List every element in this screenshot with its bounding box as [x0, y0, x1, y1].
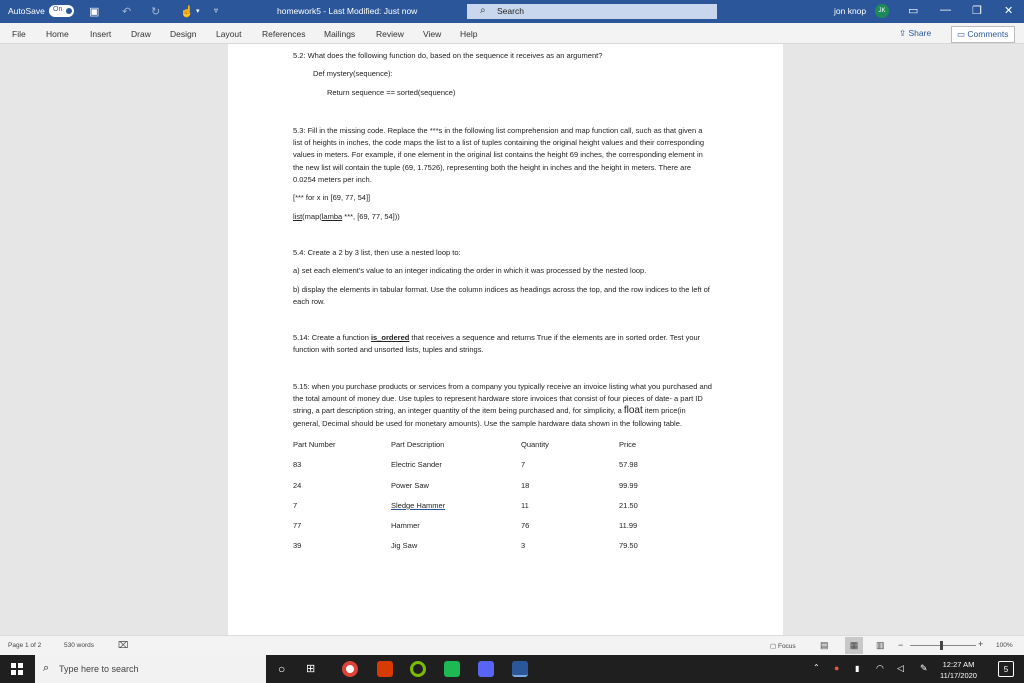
q515-a: 5.15: when you purchase products or services from a company you typically receive an invoice listing what you purchased and the total amount of money due. Use tuples to represent hardware store invoices that consist of four pieces of date- a part ID string, a part description string, an integer quantity of the item being purchased and, for simplicity, a — [293, 381, 712, 416]
tab-mailings[interactable]: Mailings — [324, 29, 356, 39]
customize-toolbar-icon[interactable]: ▿ — [214, 6, 219, 15]
discord-icon[interactable] — [478, 661, 494, 677]
volume-icon[interactable]: ◁ — [897, 663, 904, 673]
table-header: Part Description — [391, 439, 445, 449]
q515-text — [293, 381, 713, 430]
q54-title: 5.4: Create a 2 by 3 list, then use a nested loop to: — [293, 247, 461, 257]
table-row — [293, 537, 673, 557]
wifi-icon[interactable]: ◠ — [876, 663, 884, 673]
table-cell: 11 — [521, 500, 529, 510]
table-cell: 21.50 — [619, 500, 638, 510]
comment-icon: ▭ — [957, 29, 966, 39]
zoom-level[interactable]: 100% — [996, 642, 1013, 649]
close-icon[interactable]: ✕ — [1004, 5, 1014, 17]
web-layout-icon[interactable]: ▥ — [876, 640, 885, 650]
table-header: Price — [619, 439, 637, 449]
table-cell: 39 — [293, 541, 302, 551]
tab-references[interactable]: References — [262, 29, 306, 39]
table-cell: 83 — [293, 460, 302, 470]
proofing-icon[interactable]: ⌧ — [118, 640, 129, 650]
pen-icon[interactable]: ✎ — [920, 663, 928, 673]
ribbon-display-icon[interactable]: ▭ — [908, 5, 919, 17]
table-row — [293, 517, 673, 537]
taskbar — [0, 655, 1024, 683]
table-cell: 77 — [293, 521, 302, 531]
title-bar — [0, 0, 1024, 23]
document-canvas[interactable] — [0, 44, 1024, 635]
tab-insert[interactable]: Insert — [90, 29, 112, 39]
autosave-toggle[interactable]: On — [49, 5, 74, 17]
q514-function-name: is_ordered — [370, 333, 410, 343]
q53-code2-lamba: lamba — [321, 211, 343, 221]
user-name[interactable]: jon knop — [834, 6, 867, 16]
word-icon[interactable] — [512, 661, 528, 677]
table-cell: 3 — [521, 541, 526, 551]
restore-icon[interactable]: ❐ — [972, 5, 982, 17]
chevron-up-icon[interactable]: ⌃ — [813, 663, 820, 672]
share-icon: ⇪ — [899, 28, 907, 38]
table-cell: 57.98 — [619, 460, 638, 470]
search-box[interactable] — [467, 4, 717, 19]
cortana-icon[interactable]: ○ — [278, 662, 286, 676]
focus-icon: ▢ — [770, 643, 777, 650]
q54-part-a: a) set each element's value to an integer indicating the order in which it was processed by the nested loop. — [293, 266, 647, 276]
chevron-down-icon[interactable]: ▾ — [196, 8, 200, 15]
zoom-slider[interactable] — [910, 645, 976, 646]
battery-icon[interactable]: ▮ — [855, 664, 860, 673]
search-placeholder: Search — [497, 6, 524, 16]
q54-part-b: b) display the elements in tabular format. Use the column indices as headings across the top, and the row indices to the left of each row. — [293, 284, 710, 306]
touch-mode-icon[interactable]: ☝ — [180, 6, 194, 18]
clock-date: 11/17/2020 — [940, 671, 977, 680]
q53-code2-map: (map( — [302, 211, 322, 221]
q52-code-line1: Def mystery(sequence): — [313, 69, 393, 79]
table-cell: Sledge Hammer — [391, 500, 446, 510]
tab-draw[interactable]: Draw — [131, 29, 151, 39]
print-layout-icon[interactable]: ▦ — [845, 637, 863, 654]
table-cell: 24 — [293, 480, 302, 490]
document-title[interactable]: homework5 - Last Modified: Just now — [277, 6, 418, 16]
tab-layout[interactable]: Layout — [216, 29, 242, 39]
tab-view[interactable]: View — [423, 29, 442, 39]
hardware-table — [293, 436, 673, 558]
table-header-row — [293, 436, 673, 456]
table-cell: 7 — [293, 500, 298, 510]
table-cell: 11.99 — [619, 521, 638, 531]
comments-button[interactable] — [951, 26, 1015, 43]
zoom-slider-handle[interactable] — [940, 641, 943, 650]
table-row — [293, 497, 673, 517]
app-ring-icon[interactable] — [410, 661, 426, 677]
q53-code2-rest: ***, [69, 77, 54])) — [342, 211, 400, 221]
tab-file[interactable]: File — [12, 29, 26, 39]
q514-text — [293, 332, 713, 357]
ribbon-tabs — [0, 23, 1024, 44]
read-mode-icon[interactable]: ▤ — [820, 640, 829, 650]
tab-help[interactable]: Help — [460, 29, 478, 39]
q515-float: float — [623, 405, 643, 417]
table-row — [293, 477, 673, 497]
table-cell: 7 — [521, 460, 526, 470]
q514-a: 5.14: Create a function — [293, 333, 371, 343]
minimize-icon[interactable]: — — [940, 4, 951, 16]
table-row — [293, 456, 673, 476]
q514-c: that receives a sequence and returns True if the elements are in sorted order. Test your function with sorted and unsorted lists, tuples and strings. — [293, 333, 701, 355]
q53-text: 5.3: Fill in the missing code. Replace the ***s in the following list comprehension and map function call, such as that given a list of heights in inches, the code maps the list to a list of tuples containing the original height values and their corresponding values in meters. For example, if one element in the original list contains the height 69 inches, the corresponding element in the new list will contain the tuple (69, 1.7526), representing both the height in inches and the height in meters. There are 0.0254 meters per inch. — [293, 125, 705, 185]
comments-label: Comments — [967, 29, 1009, 39]
table-cell: Power Saw — [391, 480, 429, 490]
clock[interactable] — [940, 659, 977, 681]
redo-icon[interactable]: ↻ — [151, 6, 161, 18]
page-count[interactable]: Page 1 of 2 — [8, 642, 42, 649]
share-button[interactable] — [899, 28, 931, 39]
q515-c: item price(in general, Decimal should be used for monetary amounts). Use the sample hardware data shown in the following table. — [293, 406, 686, 428]
status-bar — [0, 635, 1024, 655]
table-cell: Hammer — [391, 521, 420, 531]
zoom-in-icon[interactable]: + — [978, 639, 984, 649]
table-header: Quantity — [521, 439, 549, 449]
tab-home[interactable]: Home — [46, 29, 69, 39]
share-label: Share — [908, 28, 932, 38]
undo-icon[interactable]: ↶ — [122, 6, 132, 18]
save-icon[interactable]: ▣ — [89, 6, 100, 18]
q53-code2-list: list — [293, 211, 303, 221]
zoom-out-icon[interactable]: − — [898, 640, 904, 650]
table-cell: 76 — [521, 521, 530, 531]
table-header: Part Number — [293, 439, 336, 449]
table-cell: 79.50 — [619, 541, 638, 551]
q53-code-line1: [*** for x in [69, 77, 54]] — [293, 193, 371, 203]
office-icon[interactable] — [377, 661, 393, 677]
table-cell: 18 — [521, 480, 530, 490]
search-icon: ⌕ — [480, 5, 486, 16]
clock-time: 12:27 AM — [942, 660, 975, 669]
table-cell: Jig Saw — [391, 541, 418, 551]
document-page[interactable] — [228, 44, 783, 635]
search-icon: ⌕ — [43, 662, 50, 674]
word-count[interactable]: 530 words — [64, 642, 94, 649]
tab-design[interactable]: Design — [170, 29, 197, 39]
autosave-label: AutoSave — [8, 6, 45, 16]
table-cell: Electric Sander — [391, 460, 442, 470]
q52-code-line2: Return sequence == sorted(sequence) — [327, 87, 456, 97]
focus-label: Focus — [777, 643, 796, 650]
tab-review[interactable]: Review — [376, 29, 404, 39]
q53-code-line2 — [293, 211, 713, 223]
windows-start-icon[interactable] — [11, 663, 23, 675]
green-app-icon[interactable] — [444, 661, 460, 677]
document-body[interactable] — [293, 50, 713, 558]
chrome-icon[interactable] — [342, 661, 358, 677]
focus-button[interactable] — [770, 642, 796, 650]
taskbar-search[interactable] — [35, 655, 266, 683]
taskbar-search-placeholder: Type here to search — [59, 664, 139, 674]
task-view-icon[interactable]: ⊞ — [306, 663, 316, 675]
tray-app-icon[interactable]: ● — [834, 663, 840, 673]
notifications-badge[interactable]: 5 — [998, 661, 1014, 677]
table-cell: 99.99 — [619, 480, 638, 490]
avatar[interactable]: JK — [875, 4, 889, 18]
q52-title: 5.2: What does the following function do, based on the sequence it receives as an argument? — [293, 51, 603, 60]
